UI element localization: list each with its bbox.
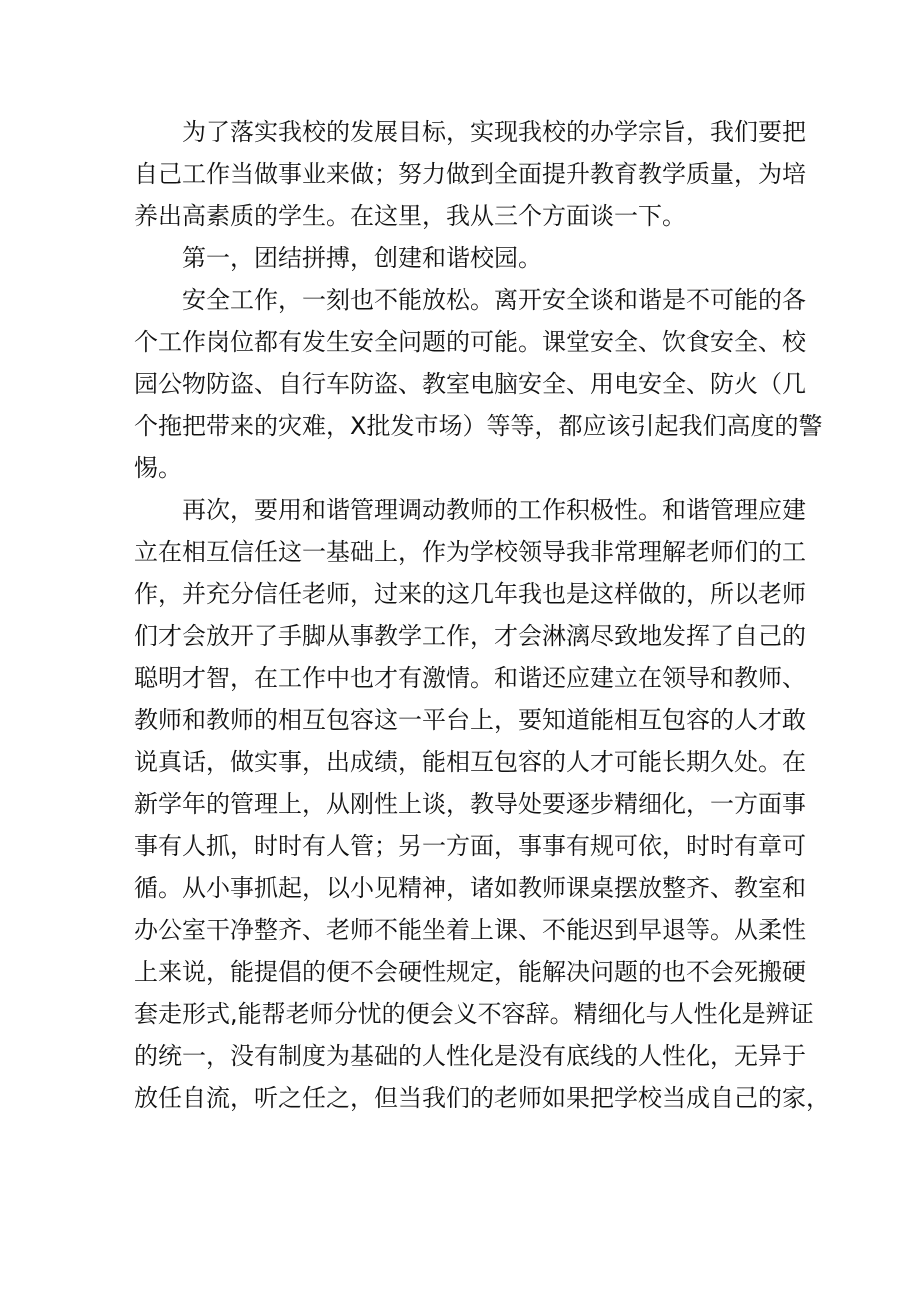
paragraph-management-line-8: 新学年的管理上，从刚性上谈，教导处要逐步精细化，一方面事 bbox=[134, 790, 806, 818]
paragraph-intro-line-1: 为了落实我校的发展目标，实现我校的办学宗旨，我们要把 bbox=[182, 118, 806, 146]
paragraph-management-line-13: 套走形式,能帮老师分忧的便会义不容辞。精细化与人性化是辨证 bbox=[134, 1000, 814, 1028]
paragraph-management-line-5: 聪明才智，在工作中也才有激情。和谐还应建立在领导和教师、 bbox=[134, 664, 806, 692]
paragraph-safety-line-5: 惕。 bbox=[134, 454, 182, 482]
paragraph-management-line-9: 事有人抓，时时有人管；另一方面，事事有规可依，时时有章可 bbox=[134, 832, 806, 860]
paragraph-management-line-15: 放任自流，听之任之，但当我们的老师如果把学校当成自己的家， bbox=[134, 1084, 830, 1112]
paragraph-management-line-14: 的统一，没有制度为基础的人性化是没有底线的人性化，无异于 bbox=[134, 1042, 806, 1070]
paragraph-safety-line-4: 个拖把带来的灾难，X批发市场）等等，都应该引起我们高度的警 bbox=[134, 412, 823, 440]
document-body bbox=[134, 111, 830, 1119]
paragraph-safety-line-3: 园公物防盗、自行车防盗、教室电脑安全、用电安全、防火（几 bbox=[134, 370, 806, 398]
paragraph-management-line-3: 作，并充分信任老师，过来的这几年我也是这样做的，所以老师 bbox=[134, 580, 806, 608]
section-heading-first: 第一，团结拼搏，创建和谐校园。 bbox=[182, 244, 542, 272]
paragraph-management-line-11: 办公室干净整齐、老师不能坐着上课、不能迟到早退等。从柔性 bbox=[134, 916, 806, 944]
paragraph-intro-line-2: 自己工作当做事业来做；努力做到全面提升教育教学质量，为培 bbox=[134, 160, 806, 188]
paragraph-safety-line-1: 安全工作，一刻也不能放松。离开安全谈和谐是不可能的各 bbox=[182, 286, 806, 314]
paragraph-management-line-10: 循。从小事抓起，以小见精神，诸如教师课桌摆放整齐、教室和 bbox=[134, 874, 806, 902]
paragraph-management-line-6: 教师和教师的相互包容这一平台上，要知道能相互包容的人才敢 bbox=[134, 706, 806, 734]
paragraph-management-line-2: 立在相互信任这一基础上，作为学校领导我非常理解老师们的工 bbox=[134, 538, 806, 566]
paragraph-safety-line-2: 个工作岗位都有发生安全问题的可能。课堂安全、饮食安全、校 bbox=[134, 328, 806, 356]
paragraph-management-line-1: 再次，要用和谐管理调动教师的工作积极性。和谐管理应建 bbox=[182, 496, 806, 524]
paragraph-intro-line-3: 养出高素质的学生。在这里，我从三个方面谈一下。 bbox=[134, 202, 686, 230]
paragraph-management-line-4: 们才会放开了手脚从事教学工作，才会淋漓尽致地发挥了自己的 bbox=[134, 622, 806, 650]
paragraph-management-line-7: 说真话，做实事，出成绩，能相互包容的人才可能长期久处。在 bbox=[134, 748, 806, 776]
paragraph-management-line-12: 上来说，能提倡的便不会硬性规定，能解决问题的也不会死搬硬 bbox=[134, 958, 806, 986]
